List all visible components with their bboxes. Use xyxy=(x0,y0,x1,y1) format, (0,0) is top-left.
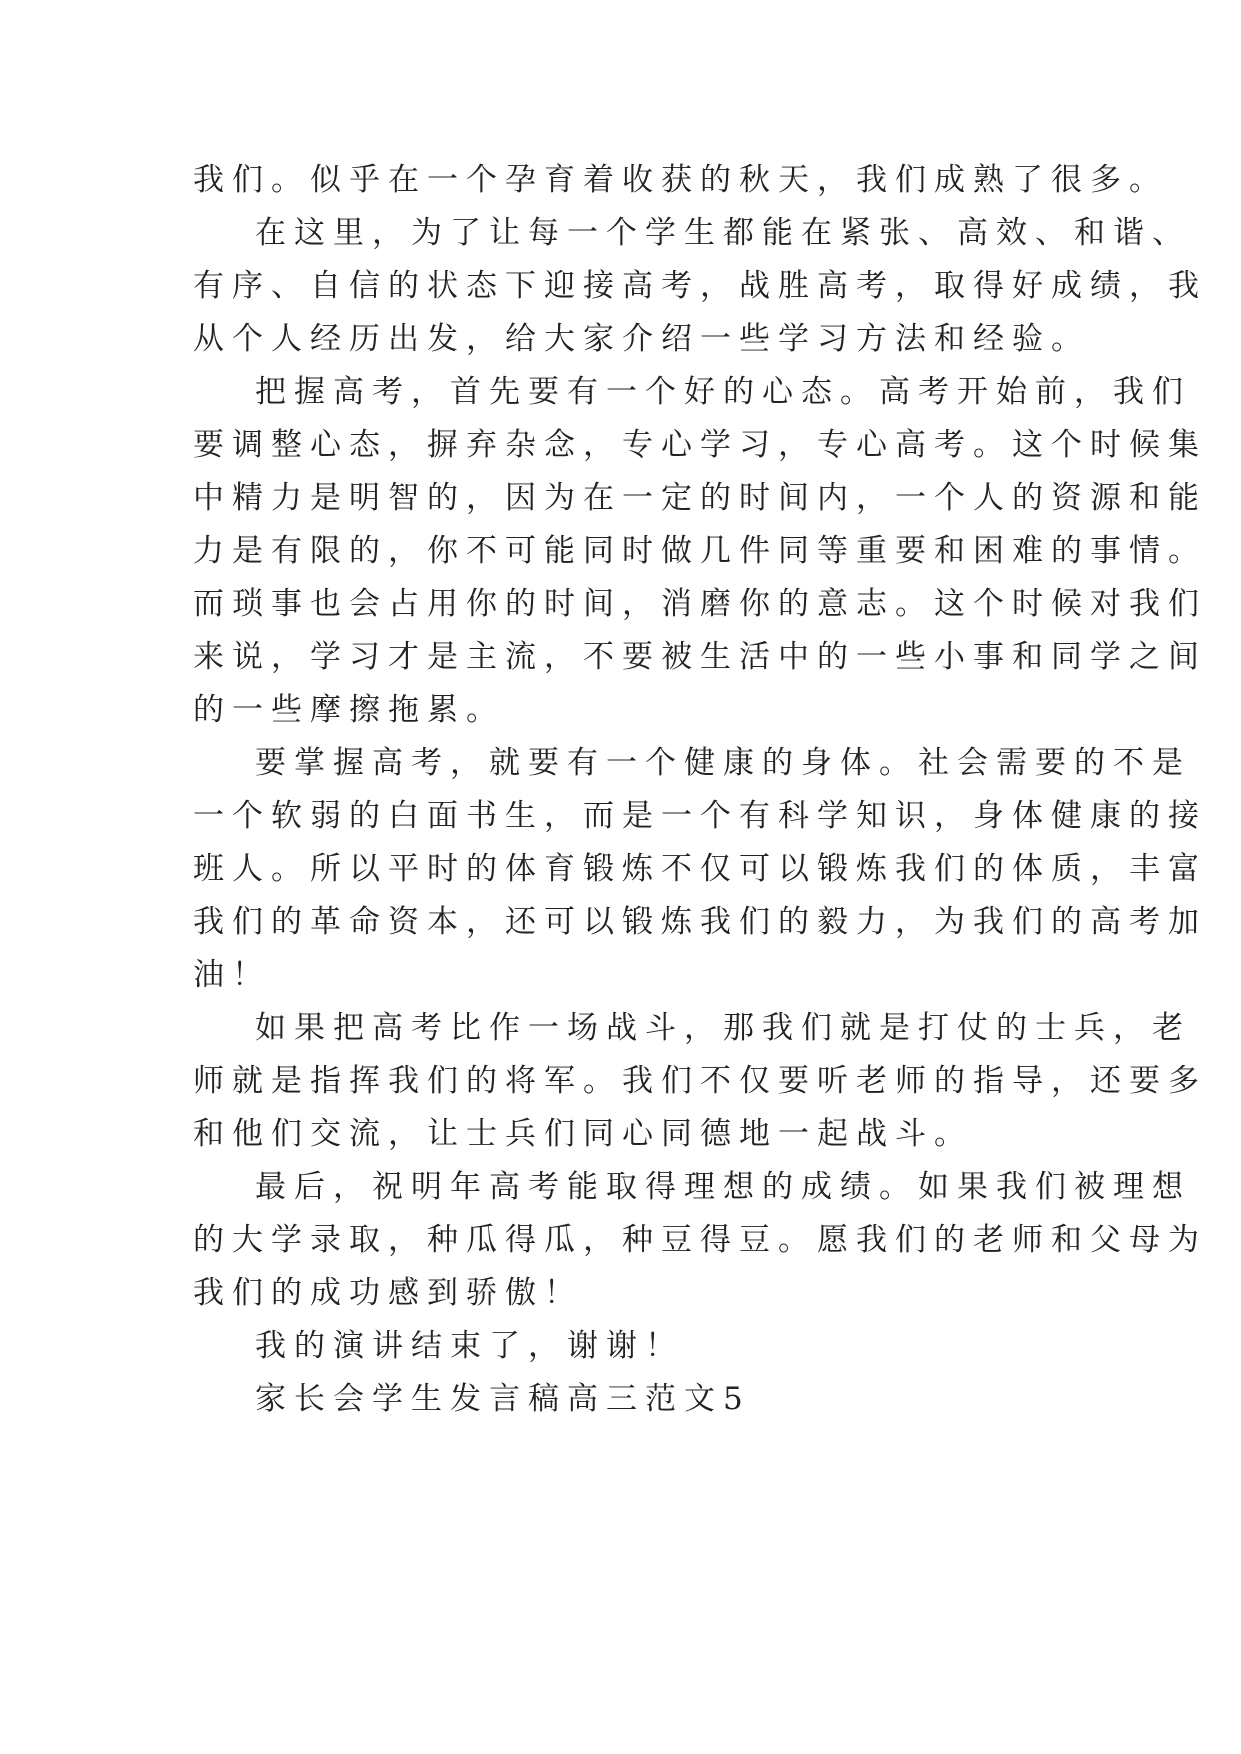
text-line: 来说，学习才是主流，不要被生活中的一些小事和同学之间 xyxy=(193,639,1207,675)
text-line: 中精力是明智的，因为在一定的时间内，一个人的资源和能 xyxy=(193,480,1207,516)
text-line: 我的演讲结束了，谢谢！ xyxy=(255,1328,684,1364)
text-line: 而琐事也会占用你的时间，消磨你的意志。这个时候对我们 xyxy=(193,586,1207,622)
text-line: 我们的革命资本，还可以锻炼我们的毅力，为我们的高考加 xyxy=(193,904,1207,940)
text-line: 把握高考，首先要有一个好的心态。高考开始前，我们 xyxy=(255,374,1191,410)
text-line: 的大学录取，种瓜得瓜，种豆得豆。愿我们的老师和父母为 xyxy=(193,1222,1207,1258)
text-line: 油！ xyxy=(193,957,271,993)
text-line: 在这里，为了让每一个学生都能在紧张、高效、和谐、 xyxy=(255,215,1191,251)
text-line: 班人。所以平时的体育锻炼不仅可以锻炼我们的体质，丰富 xyxy=(193,851,1207,887)
text-line: 一个软弱的白面书生，而是一个有科学知识，身体健康的接 xyxy=(193,798,1207,834)
text-line: 我们。似乎在一个孕育着收获的秋天，我们成熟了很多。 xyxy=(193,162,1168,198)
text-line: 从个人经历出发，给大家介绍一些学习方法和经验。 xyxy=(193,321,1090,357)
text-line: 师就是指挥我们的将军。我们不仅要听老师的指导，还要多 xyxy=(193,1063,1207,1099)
text-line: 要掌握高考，就要有一个健康的身体。社会需要的不是 xyxy=(255,745,1191,781)
text-line: 力是有限的，你不可能同时做几件同等重要和困难的事情。 xyxy=(193,533,1207,569)
text-line: 和他们交流，让士兵们同心同德地一起战斗。 xyxy=(193,1116,973,1152)
text-line: 如果把高考比作一场战斗，那我们就是打仗的士兵，老 xyxy=(255,1010,1191,1046)
section-heading: 家长会学生发言稿高三范文5 xyxy=(255,1381,751,1417)
text-line: 有序、自信的状态下迎接高考，战胜高考，取得好成绩，我 xyxy=(193,268,1207,304)
text-line: 的一些摩擦拖累。 xyxy=(193,692,505,728)
text-line: 我们的成功感到骄傲！ xyxy=(193,1275,583,1311)
text-line: 要调整心态，摒弃杂念，专心学习，专心高考。这个时候集 xyxy=(193,427,1207,463)
text-line: 最后，祝明年高考能取得理想的成绩。如果我们被理想 xyxy=(255,1169,1191,1205)
